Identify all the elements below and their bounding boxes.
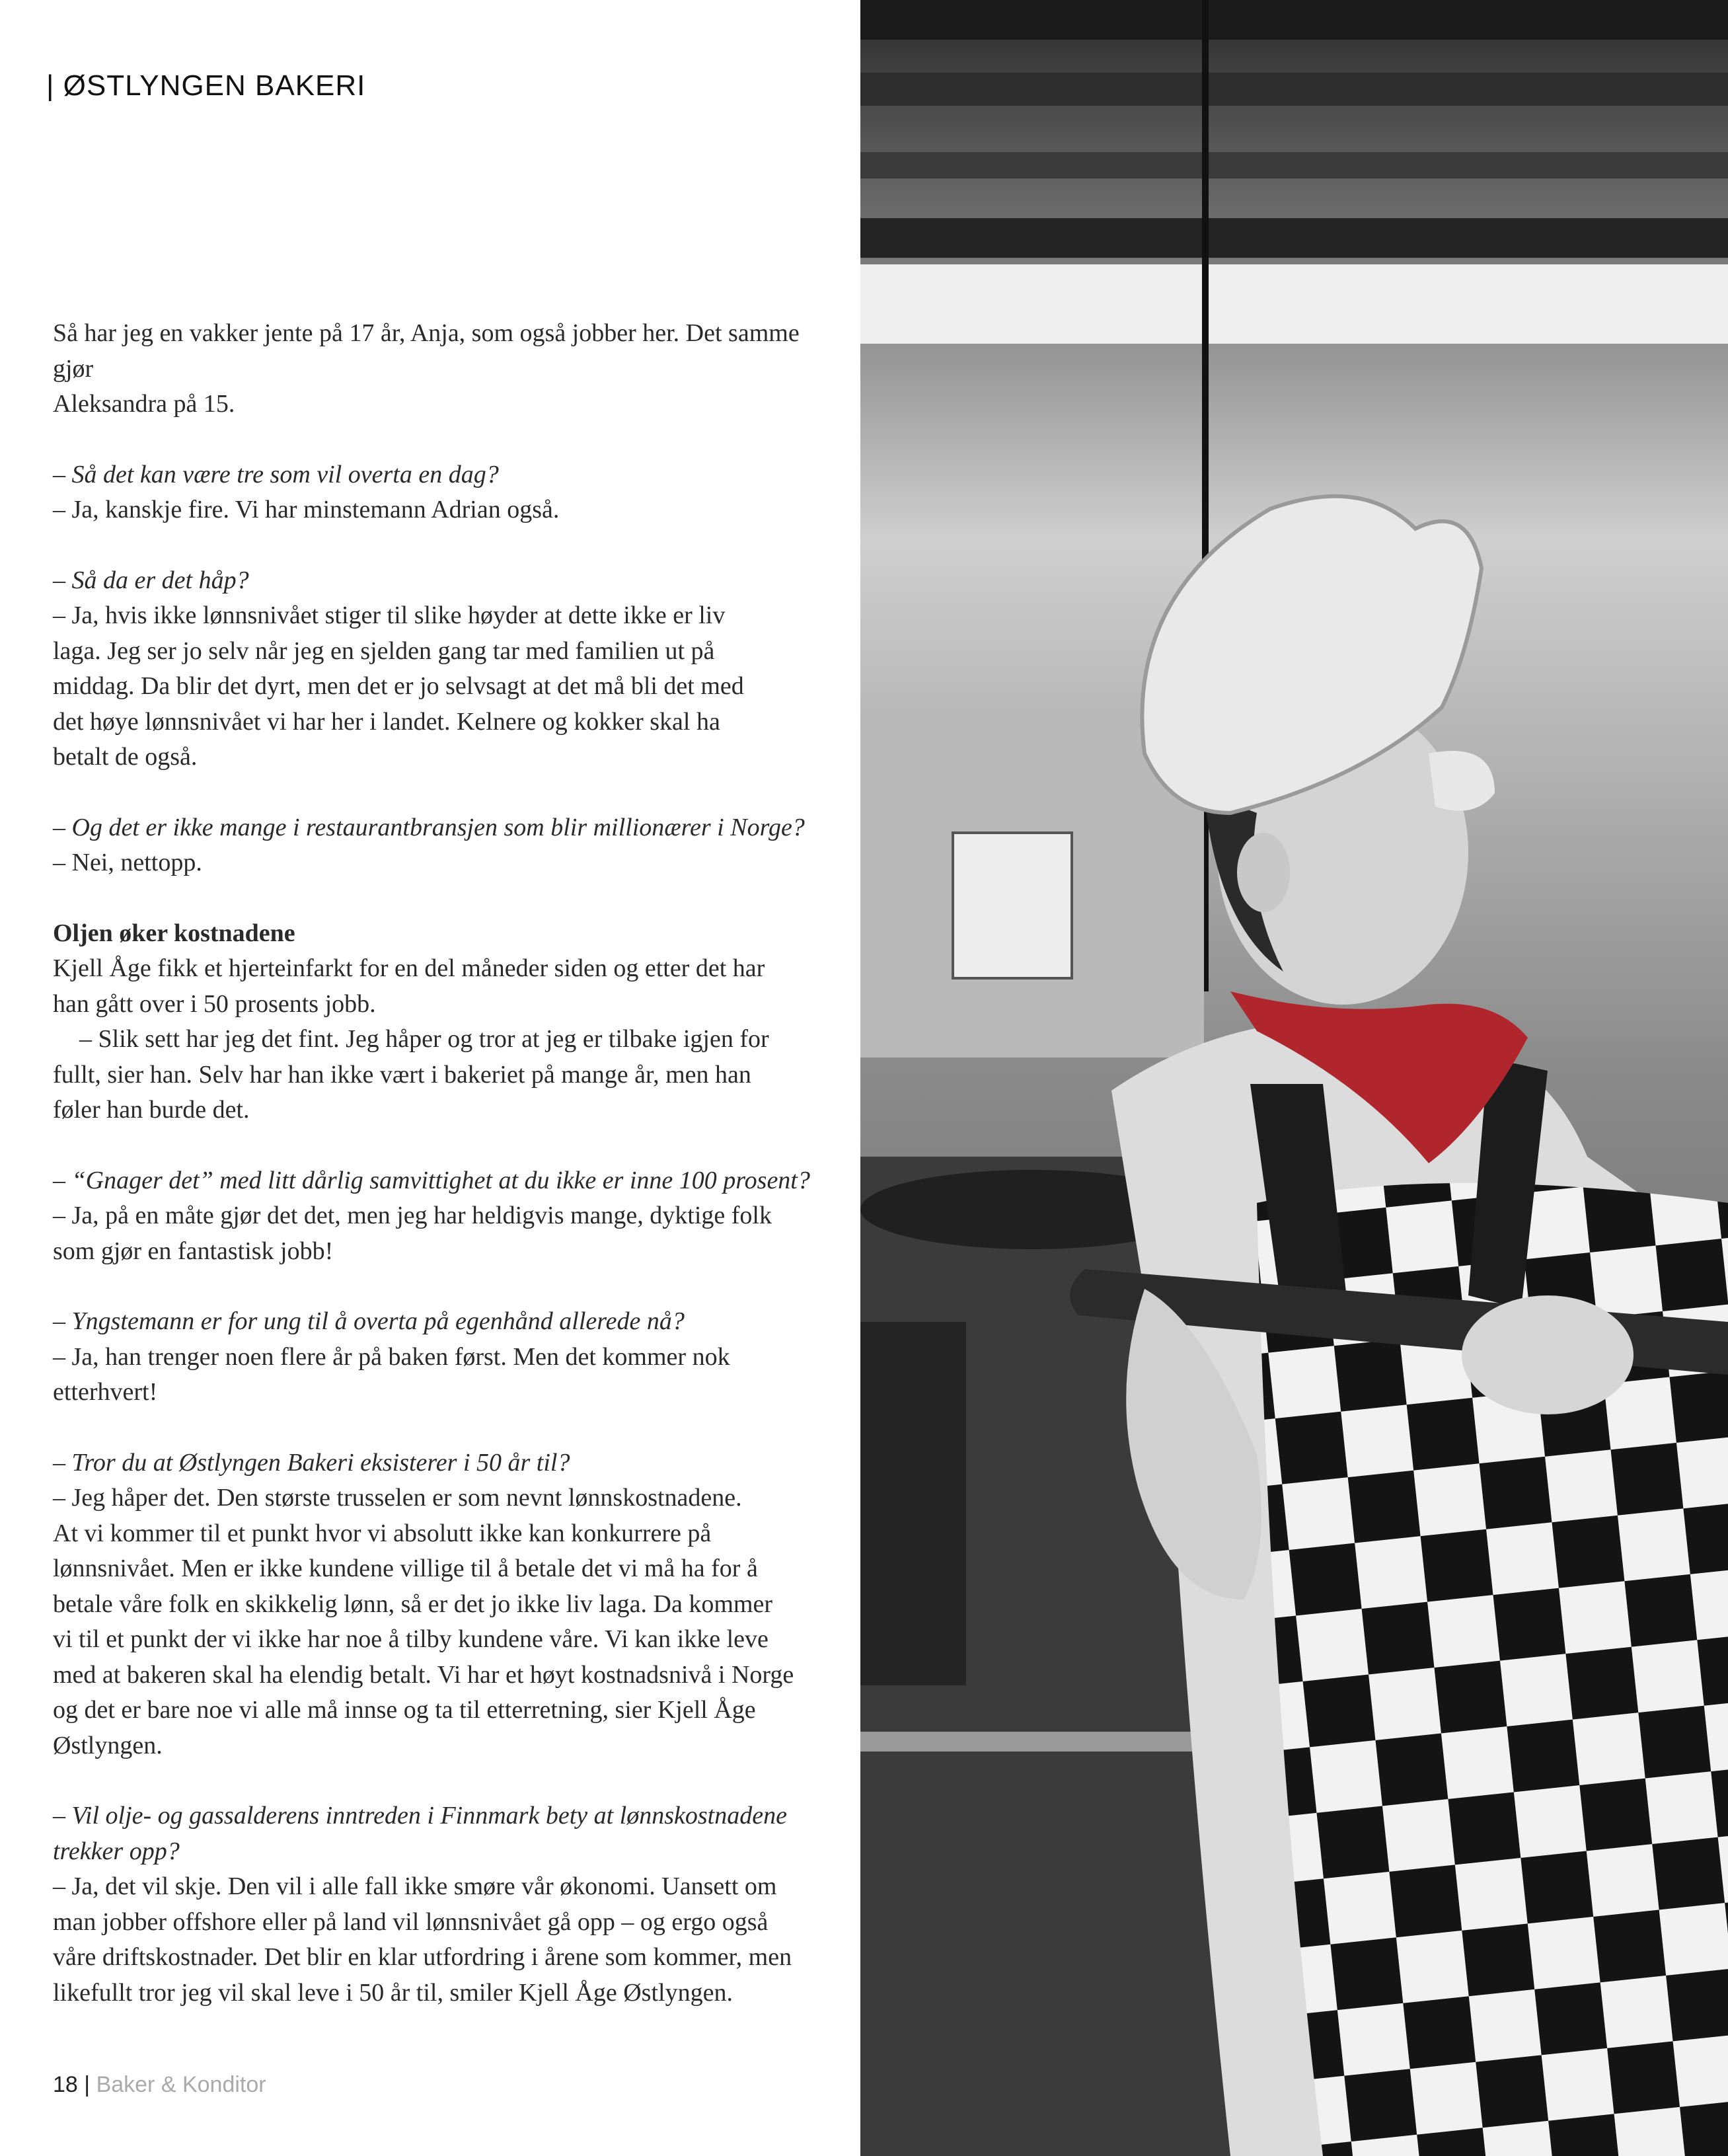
page-footer [53,2072,266,2098]
answer-line: lønnsnivået. Men er ikke kundene villige til å betale det vi må ha for å [53,1555,758,1582]
answer-line: laga. Jeg ser jo selv når jeg en sjelden gang tar med familien ut på [53,636,715,665]
text-line: fullt, sier han. Selv har han ikke vært i bakeriet på mange år, men han [53,1060,751,1089]
ceiling-band [860,152,1728,178]
answer-line: våre driftskostnader. Det blir en klar utfordring i årene som kommer, men [53,1943,792,1971]
question: – Tror du at Østlyngen Bakeri eksisterer i 50 år til? [53,1448,570,1477]
price-sign [953,833,1072,978]
subheading: Oljen øker kostnadene [53,919,295,947]
question-line: trekker opp? [53,1837,180,1865]
answer-line: som gjør en fantastisk jobb! [53,1237,334,1265]
answer-line: – Ja, han trenger noen flere år på baken først. Men det kommer nok [53,1342,730,1371]
magazine-name: Baker & Konditor [96,2072,266,2097]
answer-line: vi til et punkt der vi ikke har noe å tilby kundene våre. Vi kan ikke leve [53,1625,769,1653]
answer-line: det høye lønnsnivået vi har her i landet. Kelnere og kokker skal ha [53,707,720,736]
qa-block [53,1163,843,1270]
qa-block [53,457,843,528]
chair [860,1322,966,1685]
answer-line: – Jeg håper det. Den største trusselen er som nevnt lønnskostnadene. [53,1484,742,1512]
answer-line: etterhvert! [53,1378,158,1406]
ceiling-band [860,73,1728,106]
answer-line: betale våre folk en skikkelig lønn, så er det jo ikke liv laga. Da kommer [53,1590,772,1618]
answer-line: og det er bare noe vi alle må innse og ta til etterretning, sier Kjell Åge [53,1696,756,1724]
answer-line: likefullt tror jeg vil skal leve i 50 år til, smiler Kjell Åge Østlyngen. [53,1978,733,2007]
intro-paragraph [53,316,843,422]
question: – Så det kan være tre som vil overta en dag? [53,460,499,488]
text-line: føler han burde det. [53,1096,250,1124]
answer-line: At vi kommer til et punkt hvor vi absolutt ikke kan konkurrere på [53,1519,712,1547]
text-line: Aleksandra på 15. [53,390,235,418]
answer-line: – Ja, det vil skje. Den vil i alle fall ikke smøre vår økonomi. Uansett om [53,1872,777,1900]
answer-line: Østlyngen. [53,1731,163,1759]
qa-block [53,1445,843,1764]
answer-line: middag. Da blir det dyrt, men det er jo selvsagt at det må bli det med [53,672,744,700]
section-header: | ØSTLYNGEN BAKERI [46,69,366,102]
answer: – Ja, kanskje fire. Vi har minstemann Adrian også. [53,496,560,523]
question: – “Gnager det” med litt dårlig samvittighet at du ikke er inne 100 prosent? [53,1166,810,1194]
answer: – Nei, nettopp. [53,849,202,876]
text-line: – Slik sett har jeg det fint. Jeg håper og tror at jeg er tilbake igjen for [79,1025,769,1053]
qa-block [53,1304,843,1410]
answer-line: – Ja, hvis ikke lønnsnivået stiger til slike høyder at dette ikke er liv [53,601,726,629]
article-body [53,316,843,2011]
ceiling-light [860,264,1728,344]
ceiling-band [860,218,1728,258]
qa-block [53,1798,843,2011]
qa-block [53,810,843,881]
question: – Yngstemann er for ung til å overta på egenhånd allerede nå? [53,1307,685,1335]
question-line: – Vil olje- og gassalderens inntreden i Finnmark bety at lønnskostnadene [53,1802,787,1829]
footer-separator: | [77,2072,96,2097]
qa-block [53,563,843,775]
subsection [53,916,843,1128]
question: – Og det er ikke mange i restaurantbransjen som blir millionærer i Norge? [53,813,805,841]
answer-line: – Ja, på en måte gjør det det, men jeg har heldigvis mange, dyktige folk [53,1202,772,1229]
page-number: 18 [53,2072,78,2097]
answer-line: med at bakeren skal ha elendig betalt. Vi har et høyt kostnadsnivå i Norge [53,1660,794,1689]
text-line: Kjell Åge fikk et hjerteinfarkt for en del måneder siden og etter det har [53,954,765,982]
question: – Så da er det håp? [53,566,249,594]
ceiling-band [860,0,1728,40]
text-line: han gått over i 50 prosents jobb. [53,989,376,1018]
baker-statue-photo [860,0,1728,2156]
answer-line: man jobber offshore eller på land vil lønnsnivået gå opp – og ergo også [53,1907,769,1936]
statue-ear [1237,833,1290,912]
answer-line: betalt de også. [53,743,198,771]
text-line: Så har jeg en vakker jente på 17 år, Anja, som også jobber her. Det samme gjør [53,319,800,383]
statue-hand [1462,1295,1634,1414]
